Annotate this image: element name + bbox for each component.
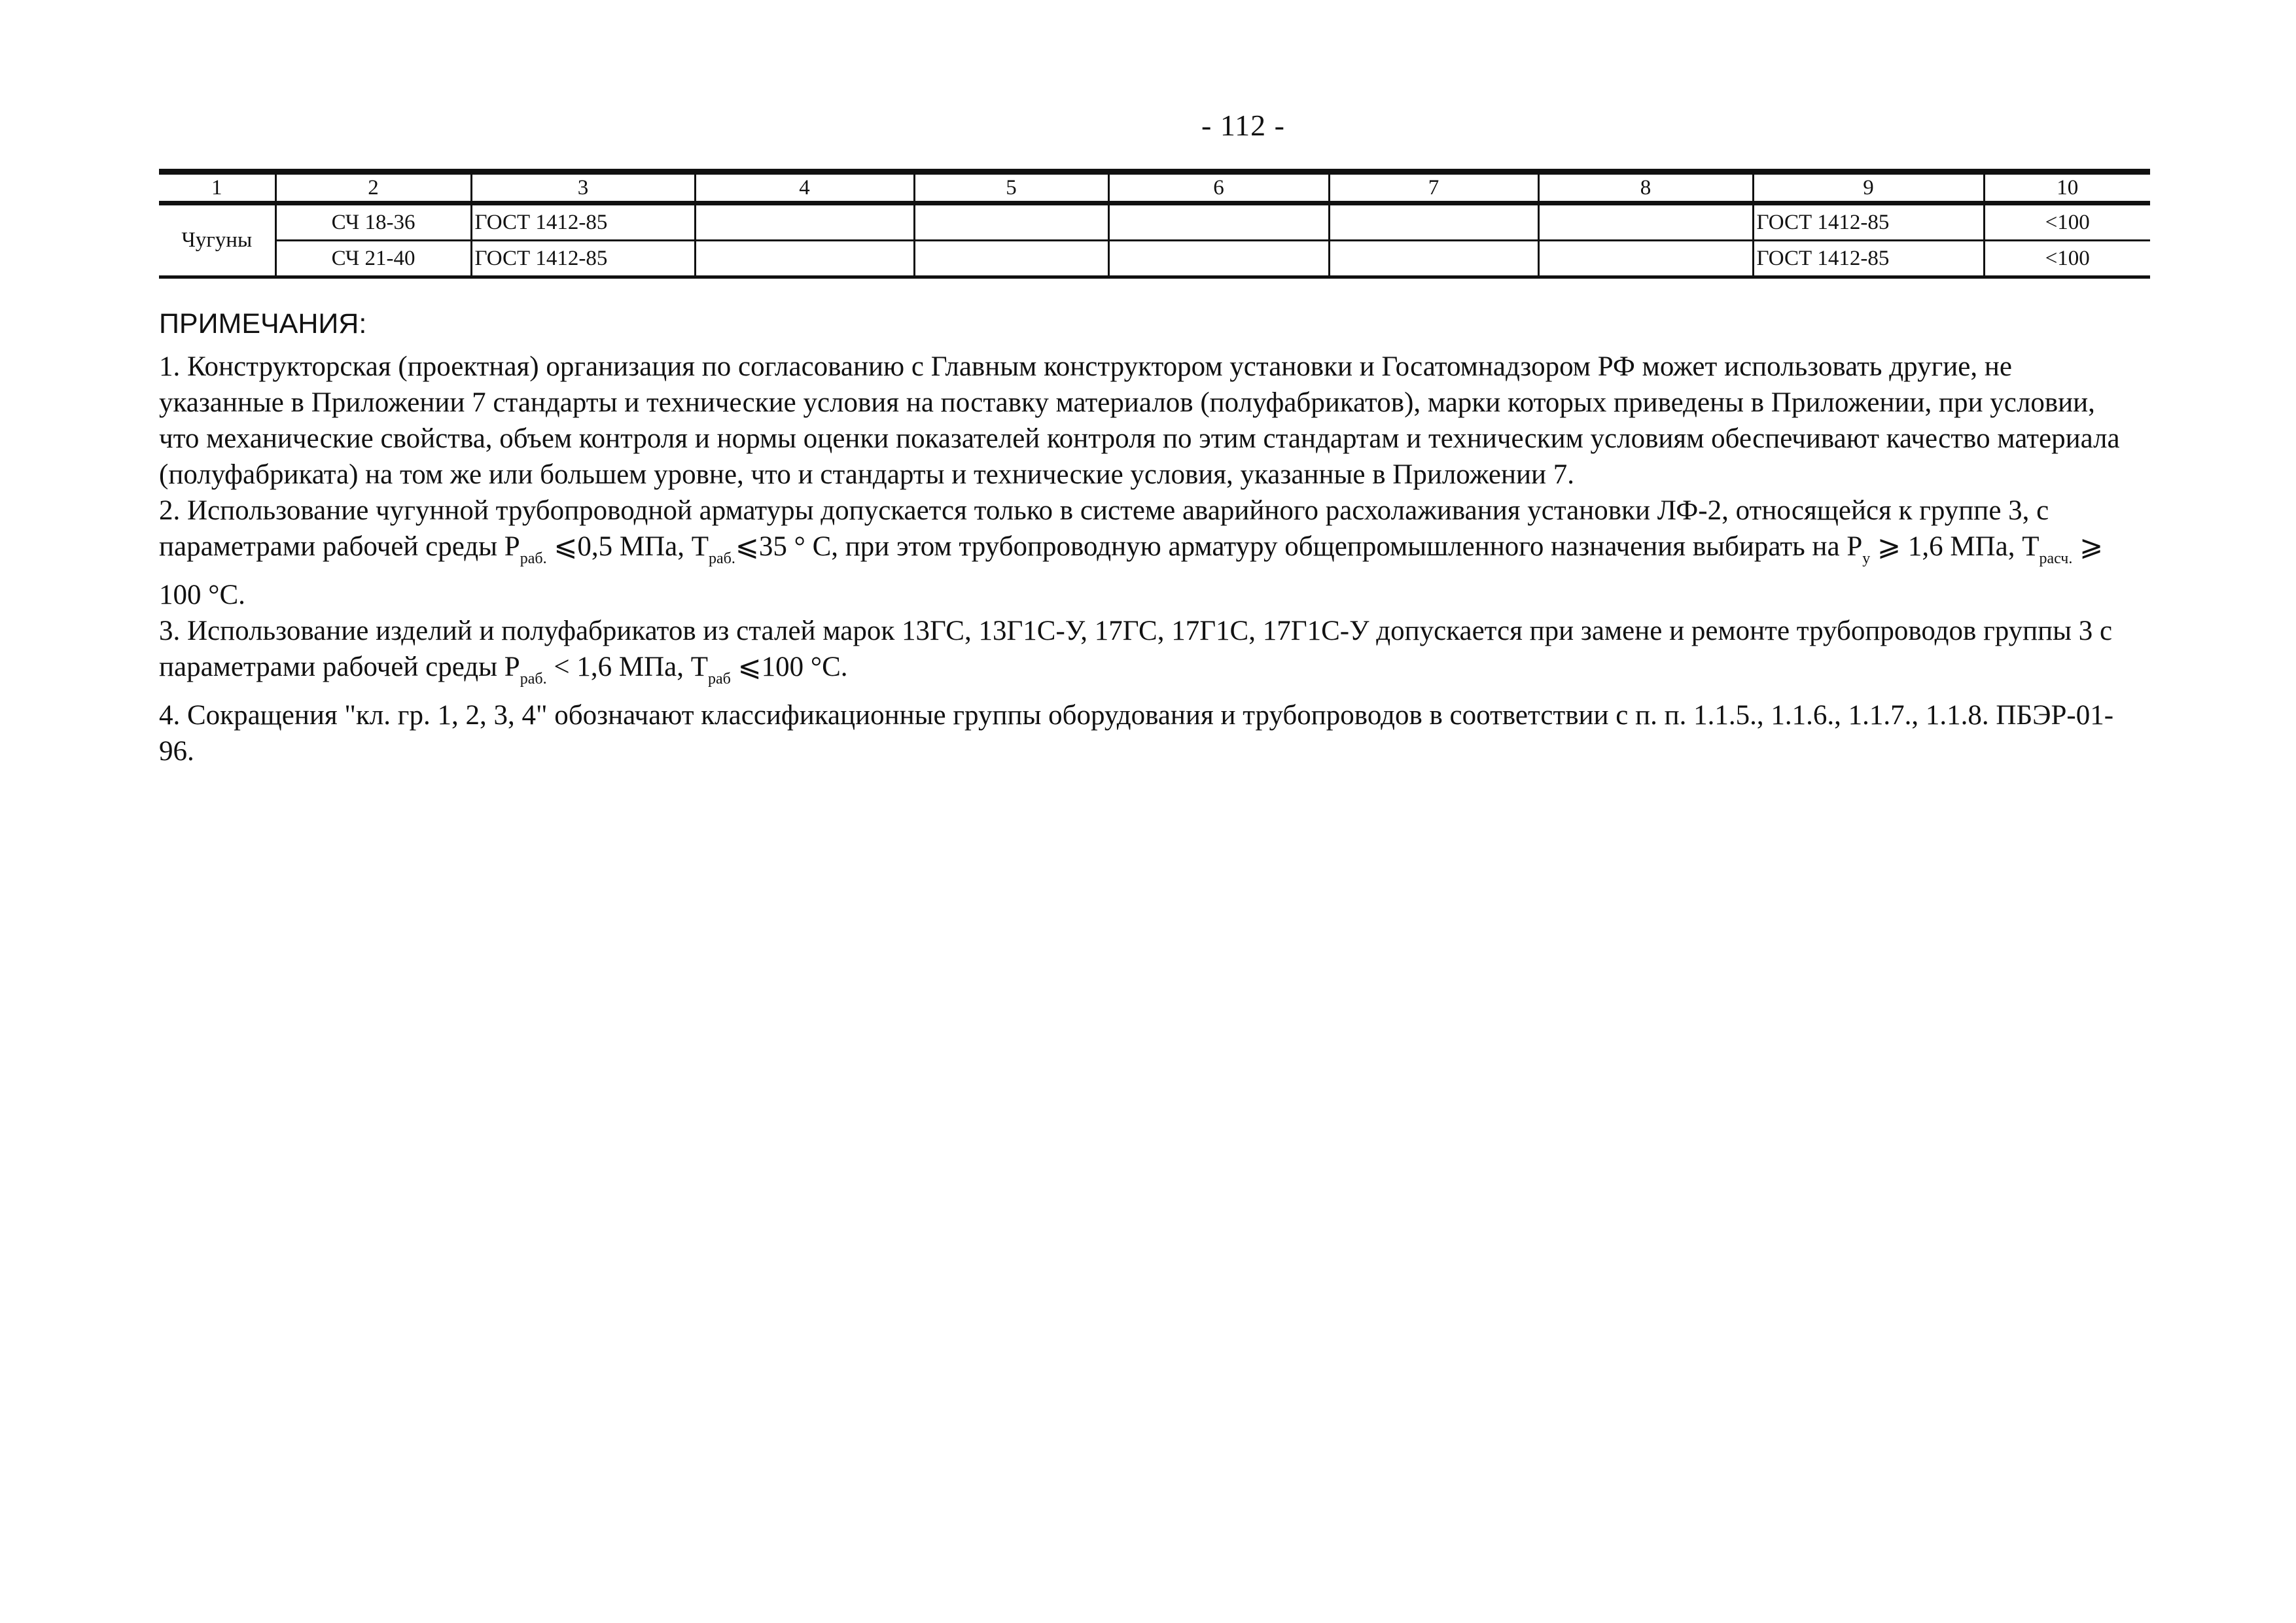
standard-cell: ГОСТ 1412-85 [471, 203, 695, 241]
note-2-sub: раб. [520, 550, 547, 567]
col-header-2: 2 [275, 175, 471, 203]
col-header-10: 10 [1984, 175, 2150, 203]
temperature-cell: <100 [1984, 203, 2150, 241]
table-row [159, 203, 2150, 241]
note-3-sub: раб [707, 671, 731, 688]
col-header-9: 9 [1753, 175, 1984, 203]
empty-cell [1538, 241, 1753, 277]
note-2-sub: y [1862, 550, 1871, 567]
grade-cell: СЧ 18-36 [275, 203, 471, 241]
note-2 [159, 493, 2142, 613]
page-number: - 112 - [1201, 109, 1285, 142]
note-4: 4. Сокращения "кл. гр. 1, 2, 3, 4" обозначают классификационные группы оборудования и трубопроводов в соответствии с п. п. 1.1.5., 1.1.6., 1.1.7., 1.1.8. ПБЭР-01-96. [159, 700, 2114, 767]
temperature-cell: <100 [1984, 241, 2150, 277]
note-2-text: 2. Использование чугунной трубопроводной арматуры допускается только в системе аварийного расхолаживания установки ЛФ-2, относящейся к группе 3, с параметрами рабочей среды P [159, 495, 2049, 562]
standard-cell: ГОСТ 1412-85 [471, 241, 695, 277]
table-header-row [159, 175, 2150, 203]
table-row [159, 241, 2150, 277]
note-1: 1. Конструкторская (проектная) организация по согласованию с Главным конструктором установки и Госатомнадзором РФ может использовать другие, не указанные в Приложении 7 стандарты и технические условия на поставку материалов (полуфабрикатов), марки которых приведены в Приложении, при условии, что механические свойства, объем контроля и нормы оценки показателей контроля по этим стандартам и техническим условиям обеспечивают качество материала (полуфабриката) на том же или большем уровне, что и стандарты и технические условия, указанные в Приложении 7. [159, 351, 2120, 490]
note-2-sub: расч. [2039, 550, 2073, 567]
note-3-text: 3. Использование изделий и полуфабрикатов из сталей марок 13ГС, 13Г1С-У, 17ГС, 17Г1С, 17Г1С-У допускается при замене и ремонте трубопроводов группы 3 с параметрами рабочей среды P [159, 616, 2113, 682]
note-3-text: ⩽100 °С. [730, 652, 848, 682]
empty-cell [1108, 241, 1329, 277]
note-3 [159, 613, 2142, 697]
standard-cell-2: ГОСТ 1412-85 [1753, 203, 1984, 241]
note-3-sub: раб. [520, 671, 547, 688]
notes-section [159, 306, 2142, 769]
col-header-7: 7 [1329, 175, 1538, 203]
col-header-4: 4 [695, 175, 914, 203]
col-header-5: 5 [914, 175, 1108, 203]
col-header-1: 1 [159, 175, 275, 203]
empty-cell [695, 203, 914, 241]
grade-cell: СЧ 21-40 [275, 241, 471, 277]
notes-title: ПРИМЕЧАНИЯ: [159, 308, 367, 340]
note-2-text: ⩽35 ° С, при этом трубопроводную арматуру общепромышленного назначения выбирать на P [735, 531, 1863, 562]
note-2-text: ⩾ 100 °С. [159, 531, 2104, 610]
note-2-text: ⩽0,5 МПа, T [546, 531, 709, 562]
empty-cell [1538, 203, 1753, 241]
col-header-3: 3 [471, 175, 695, 203]
note-3-text: < 1,6 МПа, T [546, 652, 708, 682]
table-top-rule [159, 169, 2150, 175]
materials-table [159, 169, 2150, 279]
standard-cell-2: ГОСТ 1412-85 [1753, 241, 1984, 277]
empty-cell [1108, 203, 1329, 241]
empty-cell [914, 241, 1108, 277]
col-header-8: 8 [1538, 175, 1753, 203]
note-2-text: ⩾ 1,6 МПа, T [1870, 531, 2040, 562]
empty-cell [1329, 203, 1538, 241]
col-header-6: 6 [1108, 175, 1329, 203]
note-2-sub: раб. [709, 550, 735, 567]
empty-cell [914, 203, 1108, 241]
empty-cell [695, 241, 914, 277]
material-group-cell: Чугуны [159, 203, 275, 277]
empty-cell [1329, 241, 1538, 277]
